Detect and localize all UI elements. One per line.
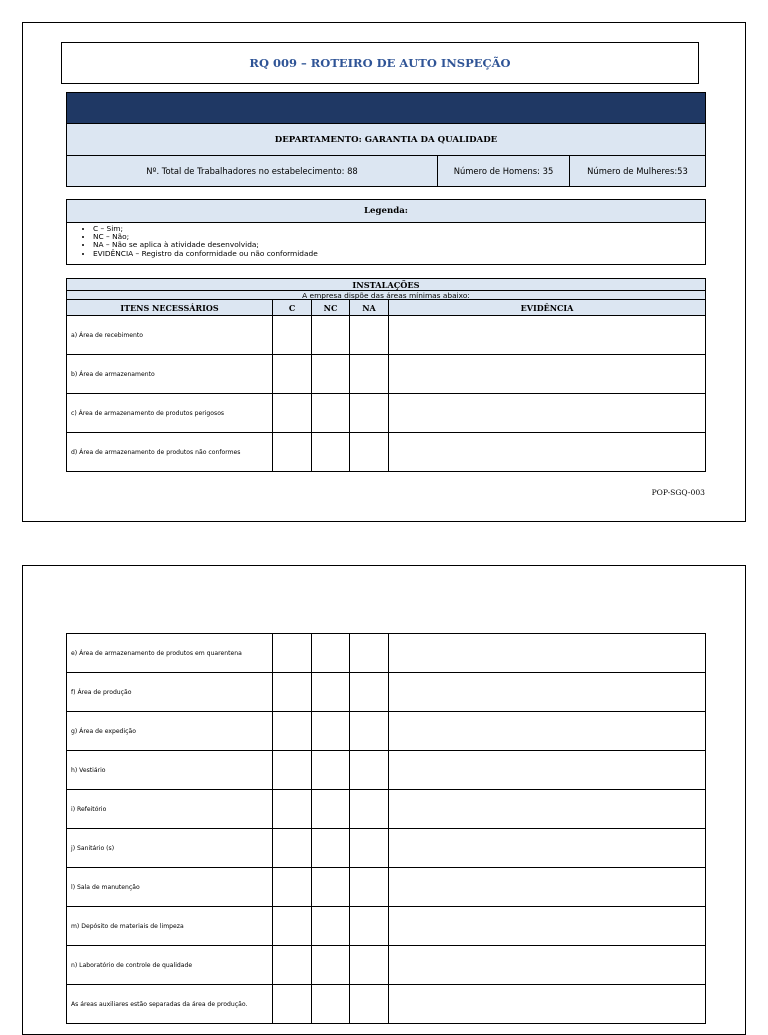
- legend-title: Legenda:: [66, 199, 706, 223]
- c-cell[interactable]: [273, 316, 312, 354]
- document-page-2: [22, 565, 746, 1035]
- men-count: Número de Homens: 35: [438, 156, 570, 186]
- checklist-table-page-1: [66, 316, 706, 472]
- table-row: [67, 946, 705, 985]
- nc-cell[interactable]: [312, 829, 350, 867]
- item-label: h) Vestiário: [67, 751, 273, 789]
- item-label: a) Área de recebimento: [67, 316, 273, 354]
- document-page-1: [22, 22, 746, 522]
- evidence-cell[interactable]: [389, 355, 705, 393]
- nc-cell[interactable]: [312, 634, 350, 672]
- col-items-header: ITENS NECESSÁRIOS: [67, 300, 273, 315]
- item-label: n) Laboratório de controle de qualidade: [67, 946, 273, 984]
- c-cell[interactable]: [273, 394, 312, 432]
- nc-cell[interactable]: [312, 673, 350, 711]
- table-row: [67, 433, 705, 472]
- item-label: As áreas auxiliares estão separadas da área de produção.: [67, 985, 273, 1023]
- header-band: [66, 92, 706, 124]
- women-count: Número de Mulheres:53: [587, 166, 688, 176]
- c-cell[interactable]: [273, 634, 312, 672]
- item-label: d) Área de armazenamento de produtos não conformes: [67, 433, 273, 471]
- document-code: POP-SGQ-003: [651, 488, 705, 497]
- nc-cell[interactable]: [312, 868, 350, 906]
- item-label: l) Sala de manutenção: [67, 868, 273, 906]
- evidence-cell[interactable]: [389, 946, 705, 984]
- evidence-cell[interactable]: [389, 868, 705, 906]
- c-cell[interactable]: [273, 868, 312, 906]
- evidence-cell[interactable]: [389, 907, 705, 945]
- table-row: [67, 868, 705, 907]
- na-cell[interactable]: [350, 634, 389, 672]
- legend-item: • NC – Não;: [93, 233, 705, 241]
- nc-cell[interactable]: [312, 751, 350, 789]
- evidence-cell[interactable]: [389, 433, 705, 471]
- column-headers: [67, 300, 705, 315]
- evidence-cell[interactable]: [389, 985, 705, 1023]
- c-cell[interactable]: [273, 790, 312, 828]
- na-cell[interactable]: [350, 355, 389, 393]
- c-cell[interactable]: [273, 673, 312, 711]
- nc-cell[interactable]: [312, 433, 350, 471]
- evidence-cell[interactable]: [389, 829, 705, 867]
- legend-item: • NA – Não se aplica à atividade desenvolvida;: [93, 241, 705, 249]
- nc-cell[interactable]: [312, 946, 350, 984]
- col-na-header: NA: [350, 300, 389, 315]
- table-row: [67, 751, 705, 790]
- table-row: [67, 907, 705, 946]
- evidence-cell[interactable]: [389, 634, 705, 672]
- table-row: [67, 829, 705, 868]
- na-cell[interactable]: [350, 751, 389, 789]
- na-cell[interactable]: [350, 946, 389, 984]
- checklist-table-page-2: [66, 633, 706, 1024]
- nc-cell[interactable]: [312, 790, 350, 828]
- c-cell[interactable]: [273, 751, 312, 789]
- table-row: [67, 673, 705, 712]
- legend-list: [66, 223, 706, 265]
- evidence-cell[interactable]: [389, 394, 705, 432]
- na-cell[interactable]: [350, 907, 389, 945]
- item-label: m) Depósito de materiais de limpeza: [67, 907, 273, 945]
- evidence-cell[interactable]: [389, 316, 705, 354]
- na-cell[interactable]: [350, 829, 389, 867]
- item-label: c) Área de armazenamento de produtos perigosos: [67, 394, 273, 432]
- na-cell[interactable]: [350, 712, 389, 750]
- table-row: [67, 790, 705, 829]
- section-subtitle: A empresa dispõe das áreas mínimas abaixo:: [67, 291, 705, 300]
- col-nc-header: NC: [312, 300, 350, 315]
- na-cell[interactable]: [350, 868, 389, 906]
- col-evidence-header: EVIDÊNCIA: [520, 302, 574, 313]
- item-label: b) Área de armazenamento: [67, 355, 273, 393]
- na-cell[interactable]: [350, 985, 389, 1023]
- item-label: f) Área de produção: [67, 673, 273, 711]
- col-c-header: C: [273, 300, 312, 315]
- c-cell[interactable]: [273, 907, 312, 945]
- legend-item: • EVIDÊNCIA – Registro da conformidade ou não conformidade: [93, 250, 705, 258]
- na-cell[interactable]: [350, 394, 389, 432]
- c-cell[interactable]: [273, 355, 312, 393]
- section-header: [66, 278, 706, 316]
- nc-cell[interactable]: [312, 355, 350, 393]
- item-label: i) Refeitório: [67, 790, 273, 828]
- table-row: [67, 712, 705, 751]
- na-cell[interactable]: [350, 433, 389, 471]
- table-row: [67, 355, 705, 394]
- c-cell[interactable]: [273, 946, 312, 984]
- na-cell[interactable]: [350, 316, 389, 354]
- document-title: RQ 009 – ROTEIRO DE AUTO INSPEÇÃO: [61, 42, 699, 84]
- nc-cell[interactable]: [312, 712, 350, 750]
- na-cell[interactable]: [350, 790, 389, 828]
- table-row: [67, 394, 705, 433]
- legend-item: • C – Sim;: [93, 225, 705, 233]
- item-label: g) Área de expedição: [67, 712, 273, 750]
- worker-counts-row: [66, 156, 706, 187]
- table-row: [67, 316, 705, 355]
- na-cell[interactable]: [350, 673, 389, 711]
- c-cell[interactable]: [273, 433, 312, 471]
- item-label: e) Área de armazenamento de produtos em quarentena: [67, 634, 273, 672]
- table-row: [67, 985, 705, 1024]
- nc-cell[interactable]: [312, 316, 350, 354]
- nc-cell[interactable]: [312, 394, 350, 432]
- c-cell[interactable]: [273, 829, 312, 867]
- c-cell[interactable]: [273, 712, 312, 750]
- table-row: [67, 634, 705, 673]
- evidence-cell[interactable]: [389, 790, 705, 828]
- total-workers: Nº. Total de Trabalhadores no estabelecimento: 88: [67, 156, 438, 186]
- department-label: DEPARTAMENTO: GARANTIA DA QUALIDADE: [66, 124, 706, 156]
- evidence-cell[interactable]: [389, 751, 705, 789]
- section-title: INSTALAÇÕES: [67, 279, 705, 291]
- item-label: j) Sanitário (s): [67, 829, 273, 867]
- nc-cell[interactable]: [312, 985, 350, 1023]
- c-cell[interactable]: [273, 985, 312, 1023]
- evidence-cell[interactable]: [389, 712, 705, 750]
- nc-cell[interactable]: [312, 907, 350, 945]
- evidence-cell[interactable]: [389, 673, 705, 711]
